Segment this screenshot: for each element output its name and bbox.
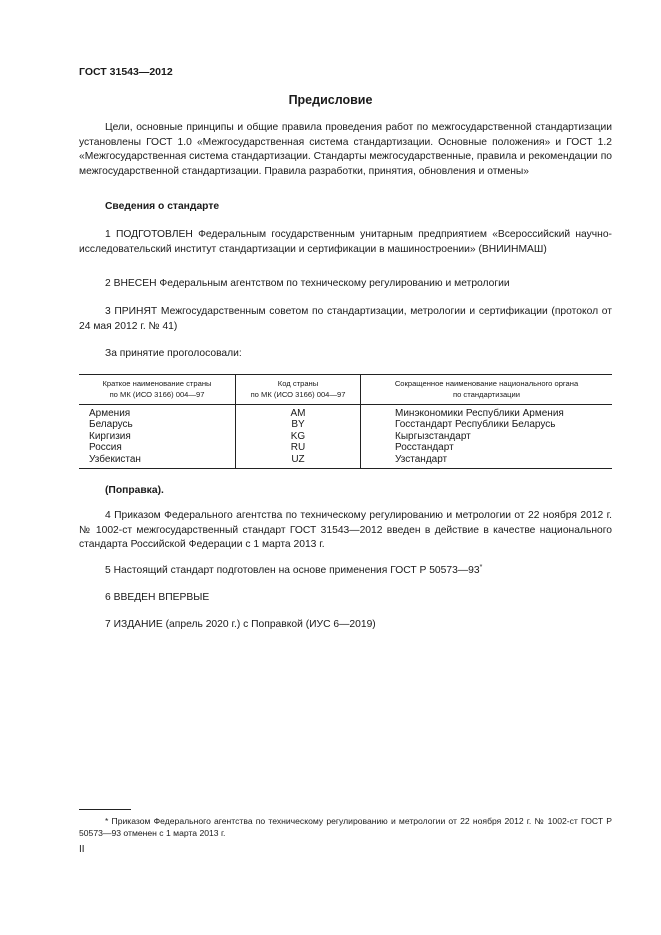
code-cell: KG <box>236 431 361 442</box>
body-cell: Госстандарт Республики Беларусь <box>395 419 556 431</box>
code-cell: AM <box>236 405 361 420</box>
table-row <box>79 405 612 420</box>
table-row <box>79 442 612 453</box>
page-number: II <box>79 844 85 855</box>
country-cell: Беларусь <box>79 419 236 430</box>
body-cell: Узстандарт <box>361 454 613 469</box>
voted-label: За принятие проголосовали: <box>105 348 242 359</box>
footnote-mark: * <box>479 564 483 571</box>
table-row <box>79 454 612 469</box>
code-cell: BY <box>236 419 361 430</box>
item-first-introduced: 6 ВВЕДЕН ВПЕРВЫЕ <box>105 592 210 603</box>
intro-paragraph: Цели, основные принципы и общие правила проведения работ по межгосударственной стандартизации установлены ГОСТ 1.0 «Межгосударственная система стандартизации. Основные положения» и ГОСТ 1.2 «Межгосударственная система стандартизации. Стандарты межгосударственные, правила и рекомендации по межгосударственной стандартизации. Правила разработки, принятия, обновления и отмены» <box>79 122 612 177</box>
code-cell: RU <box>236 442 361 453</box>
item-introduced: 2 ВНЕСЕН Федеральным агентством по техническому регулированию и метрологии <box>105 278 510 289</box>
country-cell: Узбекистан <box>79 454 236 469</box>
table-row <box>79 431 612 442</box>
country-cell: Киргизия <box>79 431 236 442</box>
item-edition: 7 ИЗДАНИЕ (апрель 2020 г.) с Поправкой (ИУС 6—2019) <box>105 619 376 630</box>
code-cell: UZ <box>236 454 361 469</box>
country-cell: Армения <box>79 405 236 420</box>
body-cell: Минэкономики Республики Армения <box>395 408 564 419</box>
page-title: Предисловие <box>288 93 373 107</box>
table-row <box>79 419 612 430</box>
section-heading: Сведения о стандарте <box>105 201 220 212</box>
document-code: ГОСТ 31543—2012 <box>79 66 173 78</box>
amendment-label: (Поправка). <box>105 485 164 496</box>
footnote: * Приказом Федерального агентства по техническому регулированию и метрологии от 22 ноября 2012 г. № 1002-ст ГОСТ Р 50573—93 отменен с 1 марта 2013 г. <box>79 816 612 838</box>
item-based-on <box>79 564 612 579</box>
country-column-header: Краткое наименование страны по МК (ИСО 3166) 004—97 <box>79 375 236 405</box>
body-cell: Кыргызстандарт <box>395 430 471 442</box>
body-column-header: Сокращенное наименование национального органа по стандартизации <box>361 375 613 405</box>
voting-table <box>79 374 612 469</box>
footnote-divider <box>79 809 131 810</box>
body-cell: Росстандарт <box>395 442 454 454</box>
item-prepared: 1 ПОДГОТОВЛЕН Федеральным государственным унитарным предприятием «Всероссийский научно-исследовательский институт стандартизации и сертификации в машиностроении» (ВНИИНМАШ) <box>79 229 612 255</box>
item-based-on-text: 5 Настоящий стандарт подготовлен на основе применения ГОСТ Р 50573—93 <box>105 565 480 576</box>
item-enacted: 4 Приказом Федерального агентства по техническому регулированию и метрологии от 22 ноября 2012 г. № 1002-ст межгосударственный стандарт ГОСТ 31543—2012 введен в действие в качестве национального стандарта Российской Федерации с 1 марта 2013 г. <box>79 510 612 551</box>
item-adopted: 3 ПРИНЯТ Межгосударственным советом по стандартизации, метрологии и сертификации (протокол от 24 мая 2012 г. № 41) <box>79 306 612 332</box>
country-cell: Россия <box>79 442 236 453</box>
table-header-row <box>79 375 612 405</box>
code-column-header: Код страны по МК (ИСО 3166) 004—97 <box>236 375 361 405</box>
